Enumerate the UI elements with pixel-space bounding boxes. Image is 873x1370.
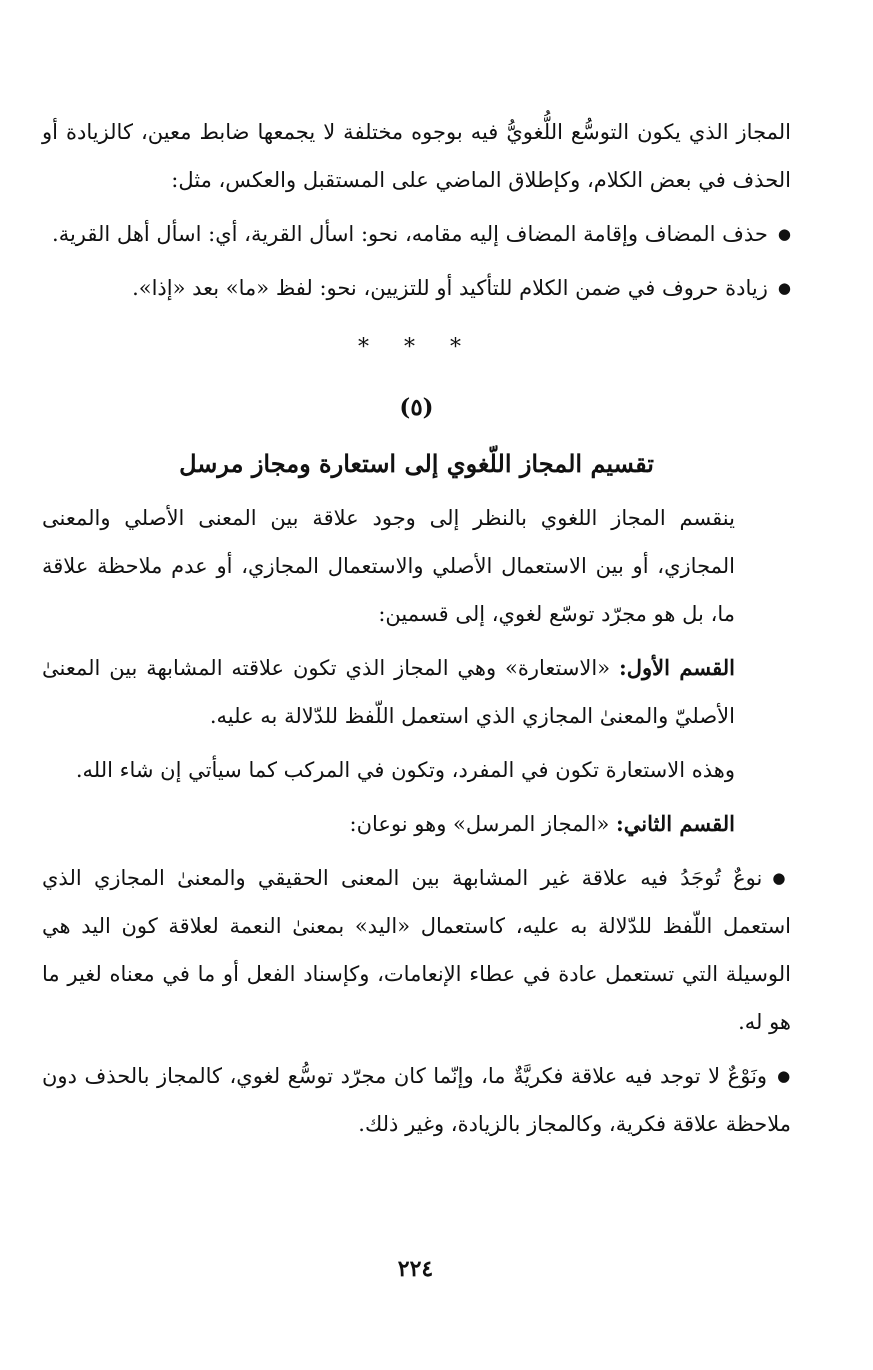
part-two xyxy=(42,800,791,848)
part-two-label: القسم الثاني: xyxy=(616,811,735,836)
part-two-text: «المجاز المرسل» وهو نوعان: xyxy=(349,812,610,836)
part-one-note: وهذه الاستعارة تكون في المفرد، وتكون في المركب كما سيأتي إن شاء الله. xyxy=(75,758,735,782)
part-two-bullet-two: ● ونَوْعٌ لا توجد فيه علاقة فكريَّةٌ ما، وإنّما كان مجرّد توسُّع لغوي، كالمجاز بالحذف دون ملاحظة علاقة فكرية، وكالمجاز بالزيادة، وغير ذلك. xyxy=(42,1052,791,1148)
page-number: ٢٢٤ xyxy=(397,1256,434,1282)
section-number: (٥) xyxy=(399,394,434,421)
paragraph-majaz-definition: المجاز الذي يكون التوسُّع اللُّغويُّ فيه بوجوه مختلفة لا يجمعها ضابط معين، كالزيادة أو الحذف في بعض الكلام، وكإطلاق الماضي على المستقبل والعكس، مثل: xyxy=(42,120,791,192)
part-one-label: القسم الأول: xyxy=(618,655,735,680)
section-separator: * * * xyxy=(358,335,475,360)
part-one xyxy=(42,644,791,740)
section-intro: ينقسم المجاز اللغوي بالنظر إلى وجود علاقة بين المعنى الأصلي والمعنى المجازي، أو بين الاستعمال الأصلي والاستعمال المجازي، أو عدم ملاحظة علاقة ما، بل هو مجرّد توسّع لغوي، إلى قسمين: xyxy=(42,506,735,626)
part-two-bullet-one: ● نوعٌ تُوجَدُ فيه علاقة غير المشابهة بين المعنى الحقيقي والمعنىٰ المجازي الذي استعمل اللّفظ للدّلالة به عليه، كاستعمال «اليد» بمعنىٰ النعمة لعلاقة كون اليد هي الوسيلة التي تستعمل عادة في عطاء الإنعامات، وكإسناد الفعل أو ما في معناه لغير ما هو له. xyxy=(42,854,791,1046)
bullet-ziyada: ● زيادة حروف في ضمن الكلام للتأكيد أو للتزيين، نحو: لفظ «ما» بعد «إذا». xyxy=(42,264,791,312)
part-one-text: «الاستعارة» وهي المجاز الذي تكون علاقته المشابهة بين المعنىٰ الأصليّ والمعنىٰ المجازي الذي استعمل اللّفظ للدّلالة به عليه. xyxy=(42,656,735,728)
section-title: تقسيم المجاز اللّغوي إلى استعارة ومجاز مرسل xyxy=(179,449,654,478)
bullet-hadhf: ● حذف المضاف وإقامة المضاف إليه مقامه، نحو: اسأل القرية، أي: اسأل أهل القرية. xyxy=(42,210,791,258)
page-body xyxy=(42,108,791,1154)
